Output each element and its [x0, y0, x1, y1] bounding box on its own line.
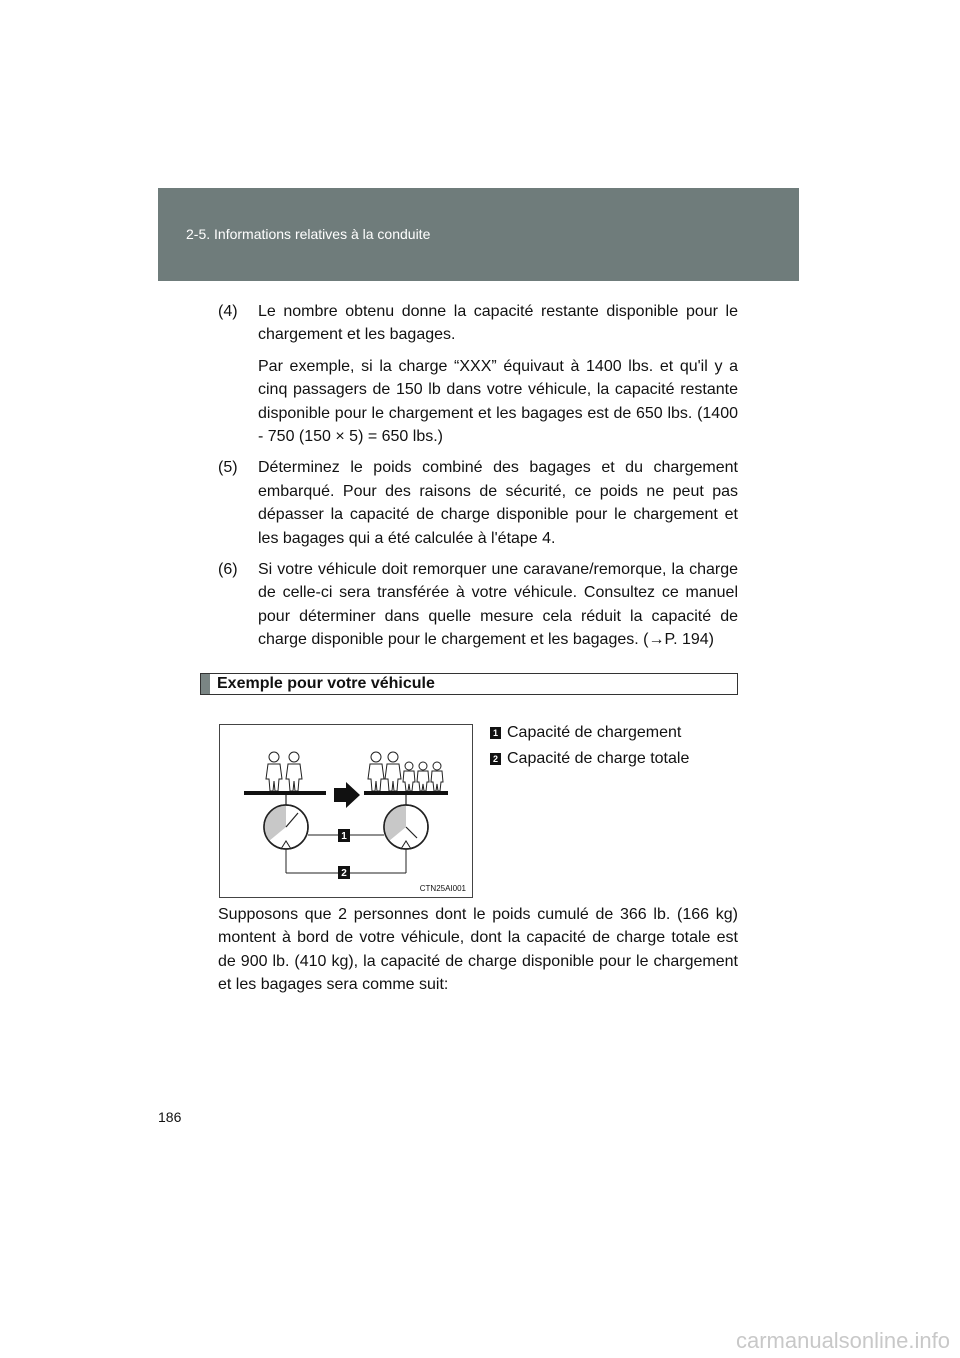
step-4	[218, 300, 738, 448]
person-icon	[417, 762, 429, 791]
step-example-text: Par exemple, si la charge “XXX” équivaut à 1400 lbs. et qu'il y a cinq passagers de 150 lb dans votre véhicule, la capacité restante disponible pour le chargement et les bagages est de 650 lbs. (1400 - 750 (150 × 5) = 650 lbs.)	[258, 357, 738, 446]
page-number: 186	[158, 1109, 182, 1125]
platform-left	[244, 791, 326, 795]
person-icon	[368, 752, 384, 791]
section-heading	[200, 673, 738, 695]
figure-legend	[490, 720, 689, 772]
arrow-right-icon	[334, 782, 360, 808]
load-capacity-illustration	[219, 724, 473, 898]
legend-label: Capacité de charge totale	[507, 750, 690, 767]
callout-1-label: 1	[341, 831, 347, 842]
example-paragraph: Supposons que 2 personnes dont le poids cumulé de 366 lb. (166 kg) montent à bord de votre véhicule, dont la capacité de charge totale est de 900 lb. (410 kg), la capacité de charge disponible pour le chargement et les bagages sera comme suit:	[218, 906, 738, 994]
section-accent	[201, 674, 210, 694]
watermark: carmanualsonline.info	[735, 1328, 950, 1353]
legend-item	[490, 746, 689, 772]
person-icon	[431, 762, 443, 791]
gauge-icon	[264, 805, 308, 849]
legend-label: Capacité de chargement	[507, 724, 682, 741]
step-6	[218, 558, 738, 652]
legend-item	[490, 720, 689, 746]
steps-list	[218, 300, 738, 652]
person-icon	[385, 752, 401, 791]
platform-right	[364, 791, 448, 795]
step-text: Si votre véhicule doit remorquer une caravane/remorque, la charge de celle-ci sera transférée à votre véhicule. Consultez ce manuel pour déterminer dans quelle mesure cela réduit la capacité de charge disponible pour le chargement et les bagages. (→P. 194)	[258, 561, 738, 649]
person-icon	[266, 752, 282, 791]
step-5	[218, 456, 738, 550]
section-title: Exemple pour votre véhicule	[217, 675, 435, 692]
step-number: (6)	[218, 561, 238, 579]
chapter-header	[158, 188, 799, 281]
person-icon	[403, 762, 415, 791]
legend-number-badge: 1	[490, 727, 501, 739]
legend-number-badge: 2	[490, 753, 501, 765]
step-number: (5)	[218, 459, 238, 477]
person-icon	[286, 752, 302, 791]
step-number: (4)	[218, 303, 238, 320]
figure-code: CTN25AI001	[419, 884, 466, 893]
chapter-title: 2-5. Informations relatives à la conduite	[186, 226, 431, 242]
callout-2-label: 2	[341, 868, 347, 879]
step-text: Le nombre obtenu donne la capacité restante disponible pour le chargement et les bagages.	[258, 303, 738, 344]
step-text: Déterminez le poids combiné des bagages et du chargement embarqué. Pour des raisons de sécurité, ce poids ne peut pas dépasser la capacité de charge disponible pour le chargement et les bagages qui a été calculée à l'étape 4.	[258, 459, 738, 547]
gauge-icon	[384, 805, 428, 849]
